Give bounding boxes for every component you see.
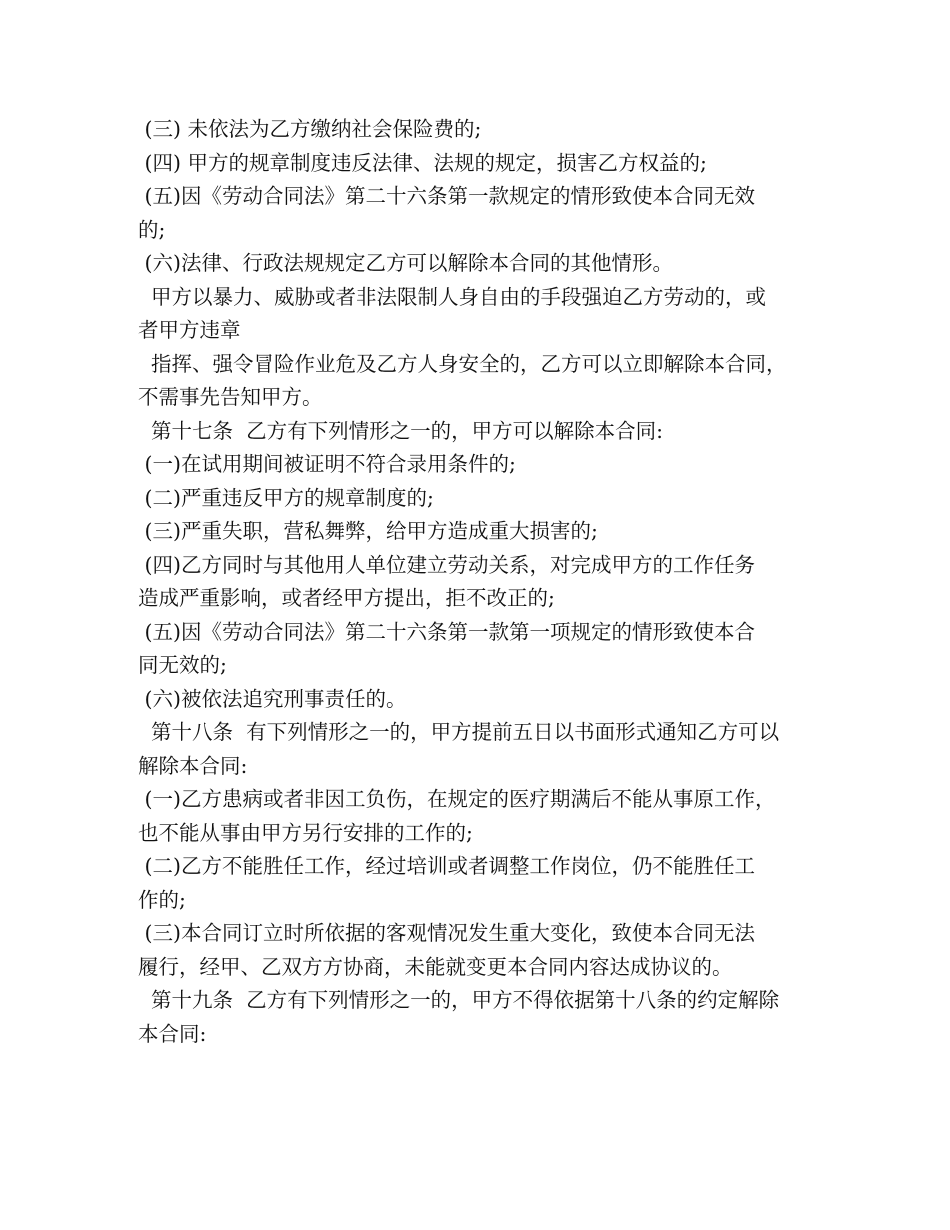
text-line: 履行，经甲、乙双方方协商，未能就变更本合同内容达成协议的。: [138, 954, 733, 979]
text-line: 甲方以暴力、威胁或者非法限制人身自由的手段强迫乙方劳动的，或: [138, 284, 767, 309]
article-19-heading: 第十九条 乙方有下列情形之一的，甲方不得依据第十八条的约定解除: [138, 988, 780, 1012]
text-line: (三)严重失职，营私舞弊，给甲方造成重大损害的;: [138, 519, 598, 543]
text-line: (五)因《劳动合同法》第二十六条第一款第一项规定的情形致使本合: [138, 619, 756, 644]
text-line: (一)在试用期间被证明不符合录用条件的;: [138, 452, 516, 476]
text-line: 本合同:: [138, 1021, 207, 1046]
article-18-heading: 第十八条 有下列情形之一的，甲方提前五日以书面形式通知乙方可以: [138, 720, 780, 744]
text-line: (三) 未依法为乙方缴纳社会保险费的;: [138, 117, 482, 141]
text-line: (六)被依法追究刑事责任的。: [138, 686, 407, 711]
text-line: (六)法律、行政法规规定乙方可以解除本合同的其他情形。: [138, 251, 674, 275]
text-line: (二)乙方不能胜任工作，经过培训或者调整工作岗位，仍不能胜任工: [138, 854, 756, 878]
document-body: [138, 113, 818, 1051]
text-line: 不需事先告知甲方。: [138, 385, 323, 409]
text-line: 的;: [138, 217, 166, 242]
text-line: 者甲方违章: [138, 318, 241, 342]
text-line: (五)因《劳动合同法》第二十六条第一款规定的情形致使本合同无效: [138, 184, 756, 208]
text-line: (一)乙方患病或者非因工负伤，在规定的医疗期满后不能从事原工作，: [138, 787, 776, 811]
text-line: (二)严重违反甲方的规章制度的;: [138, 485, 434, 510]
text-line: (四) 甲方的规章制度违反法律、法规的规定，损害乙方权益的;: [138, 150, 707, 175]
text-line: (四)乙方同时与其他用人单位建立劳动关系，对完成甲方的工作任务: [138, 552, 756, 577]
text-line: 也不能从事由甲方另行安排的工作的;: [138, 820, 473, 845]
text-line: 造成严重影响，或者经甲方提出，拒不改正的;: [138, 586, 555, 610]
text-line: 指挥、强令冒险作业危及乙方人身安全的，乙方可以立即解除本合同，: [138, 351, 787, 376]
article-17-heading: 第十七条 乙方有下列情形之一的，甲方可以解除本合同:: [138, 418, 663, 443]
text-line: (三)本合同订立时所依据的客观情况发生重大变化，致使本合同无法: [138, 921, 756, 945]
text-line: 同无效的;: [138, 653, 227, 677]
text-line: 解除本合同:: [138, 753, 248, 778]
text-line: 作的;: [138, 887, 186, 912]
